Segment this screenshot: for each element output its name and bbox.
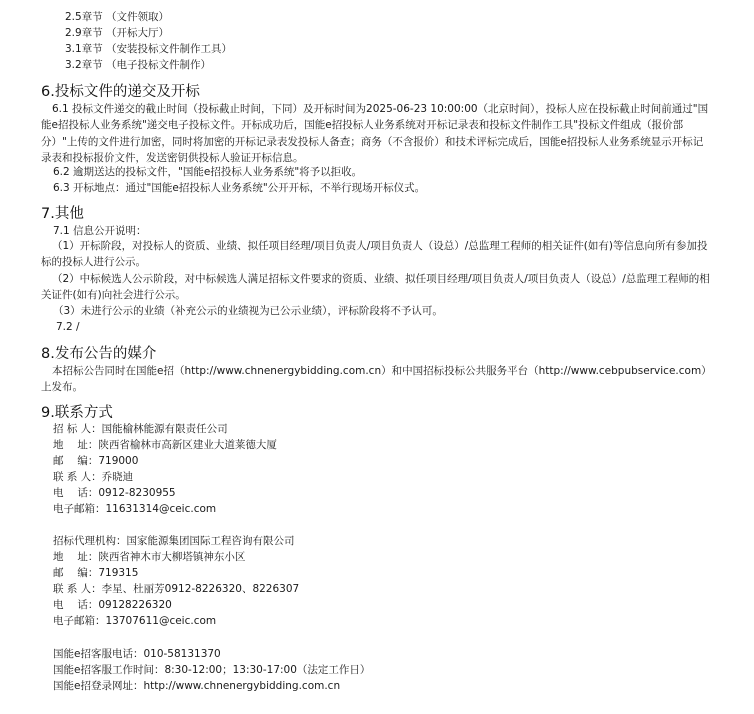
contact-line: 地 址：陕西省神木市大柳塔镇神东小区 [53,551,246,563]
contact-line: 电子邮箱：13707611@ceic.com [53,615,217,627]
section-heading: 9.联系方式 [41,405,113,421]
toc-item: 3.2章节 （电子投标文件制作） [65,59,212,71]
contact-line: 电 话：09128226320 [53,599,172,611]
contact-line: 国能e招客服工作时间：8:30-12:00；13:30-17:00（法定工作日） [53,664,371,676]
contact-line: 联 系 人：李星、杜丽芳0912-8226320、8226307 [53,583,300,595]
paragraph: 本招标公告同时在国能e招（http://www.chnenergybidding.com.cn）和中国招标投标公共服务平台（http://www.cebpubservice.com）上发布。 [41,365,712,394]
paragraph: 7.1 信息公开说明： [53,225,147,237]
toc-item: 2.5章节 （文件领取） [65,11,170,23]
contact-line: 邮 编：719315 [53,567,139,579]
paragraph: 6.2 逾期送达的投标文件，"国能e招投标人业务系统"将予以拒收。 [53,166,363,178]
contact-line: 招 标 人：国能榆林能源有限责任公司 [53,423,228,435]
paragraph: 7.2 / [56,321,80,333]
paragraph: （1）开标阶段，对投标人的资质、业绩、拟任项目经理/项目负责人/项目负责人（设总）/总监理工程师的相关证件(如有)等信息向所有参加投标的投标人进行公示。 [41,240,708,269]
contact-line: 电子邮箱：11631314@ceic.com [53,503,217,515]
paragraph: （3）未进行公示的业绩（补充公示的业绩视为已公示业绩），评标阶段将不予认可。 [53,305,443,317]
contact-line: 国能e招登录网址：http://www.chnenergybidding.com.cn [53,680,341,692]
contact-line: 地 址：陕西省榆林市高新区建业大道莱德大厦 [53,439,277,451]
contact-line: 邮 编：719000 [53,455,139,467]
section-heading: 6.投标文件的递交及开标 [41,84,200,100]
contact-line: 电 话：0912-8230955 [53,487,176,499]
toc-item: 2.9章节 （开标大厅） [65,27,170,39]
section-heading: 7.其他 [41,206,84,222]
contact-line: 联 系 人：乔晓迪 [53,471,134,483]
toc-item: 3.1章节 （安装投标文件制作工具） [65,43,233,55]
paragraph: 6.1 投标文件递交的截止时间（投标截止时间，下同）及开标时间为2025-06-23 10:00:00（北京时间），投标人应在投标截止时间前通过"国能e招投标人业务系统"递交电子投标文件。开标成功后，国能e招投标人业务系统对开标记录表和投标文件制作工具"投标文件组成（报价部分）"上传的文件进行加密，同时将加密的开标记录表发投标人备查；商务（不含报价）和技术评标完成后，国能e招投标人业务系统显示开标记录表和投标报价文件，发送密钥供投标人验证开标信息。 [41,103,709,164]
paragraph: 6.3 开标地点：通过"国能e招投标人业务系统"公开开标，不举行现场开标仪式。 [53,182,426,194]
paragraph: （2）中标候选人公示阶段，对中标候选人满足招标文件要求的资质、业绩、拟任项目经理/项目负责人/项目负责人（设总）/总监理工程师的相关证件(如有)向社会进行公示。 [41,273,710,302]
section-heading: 8.发布公告的媒介 [41,346,157,362]
contact-line: 招标代理机构：国家能源集团国际工程咨询有限公司 [53,535,295,547]
contact-line: 国能e招客服电话：010-58131370 [53,648,221,660]
